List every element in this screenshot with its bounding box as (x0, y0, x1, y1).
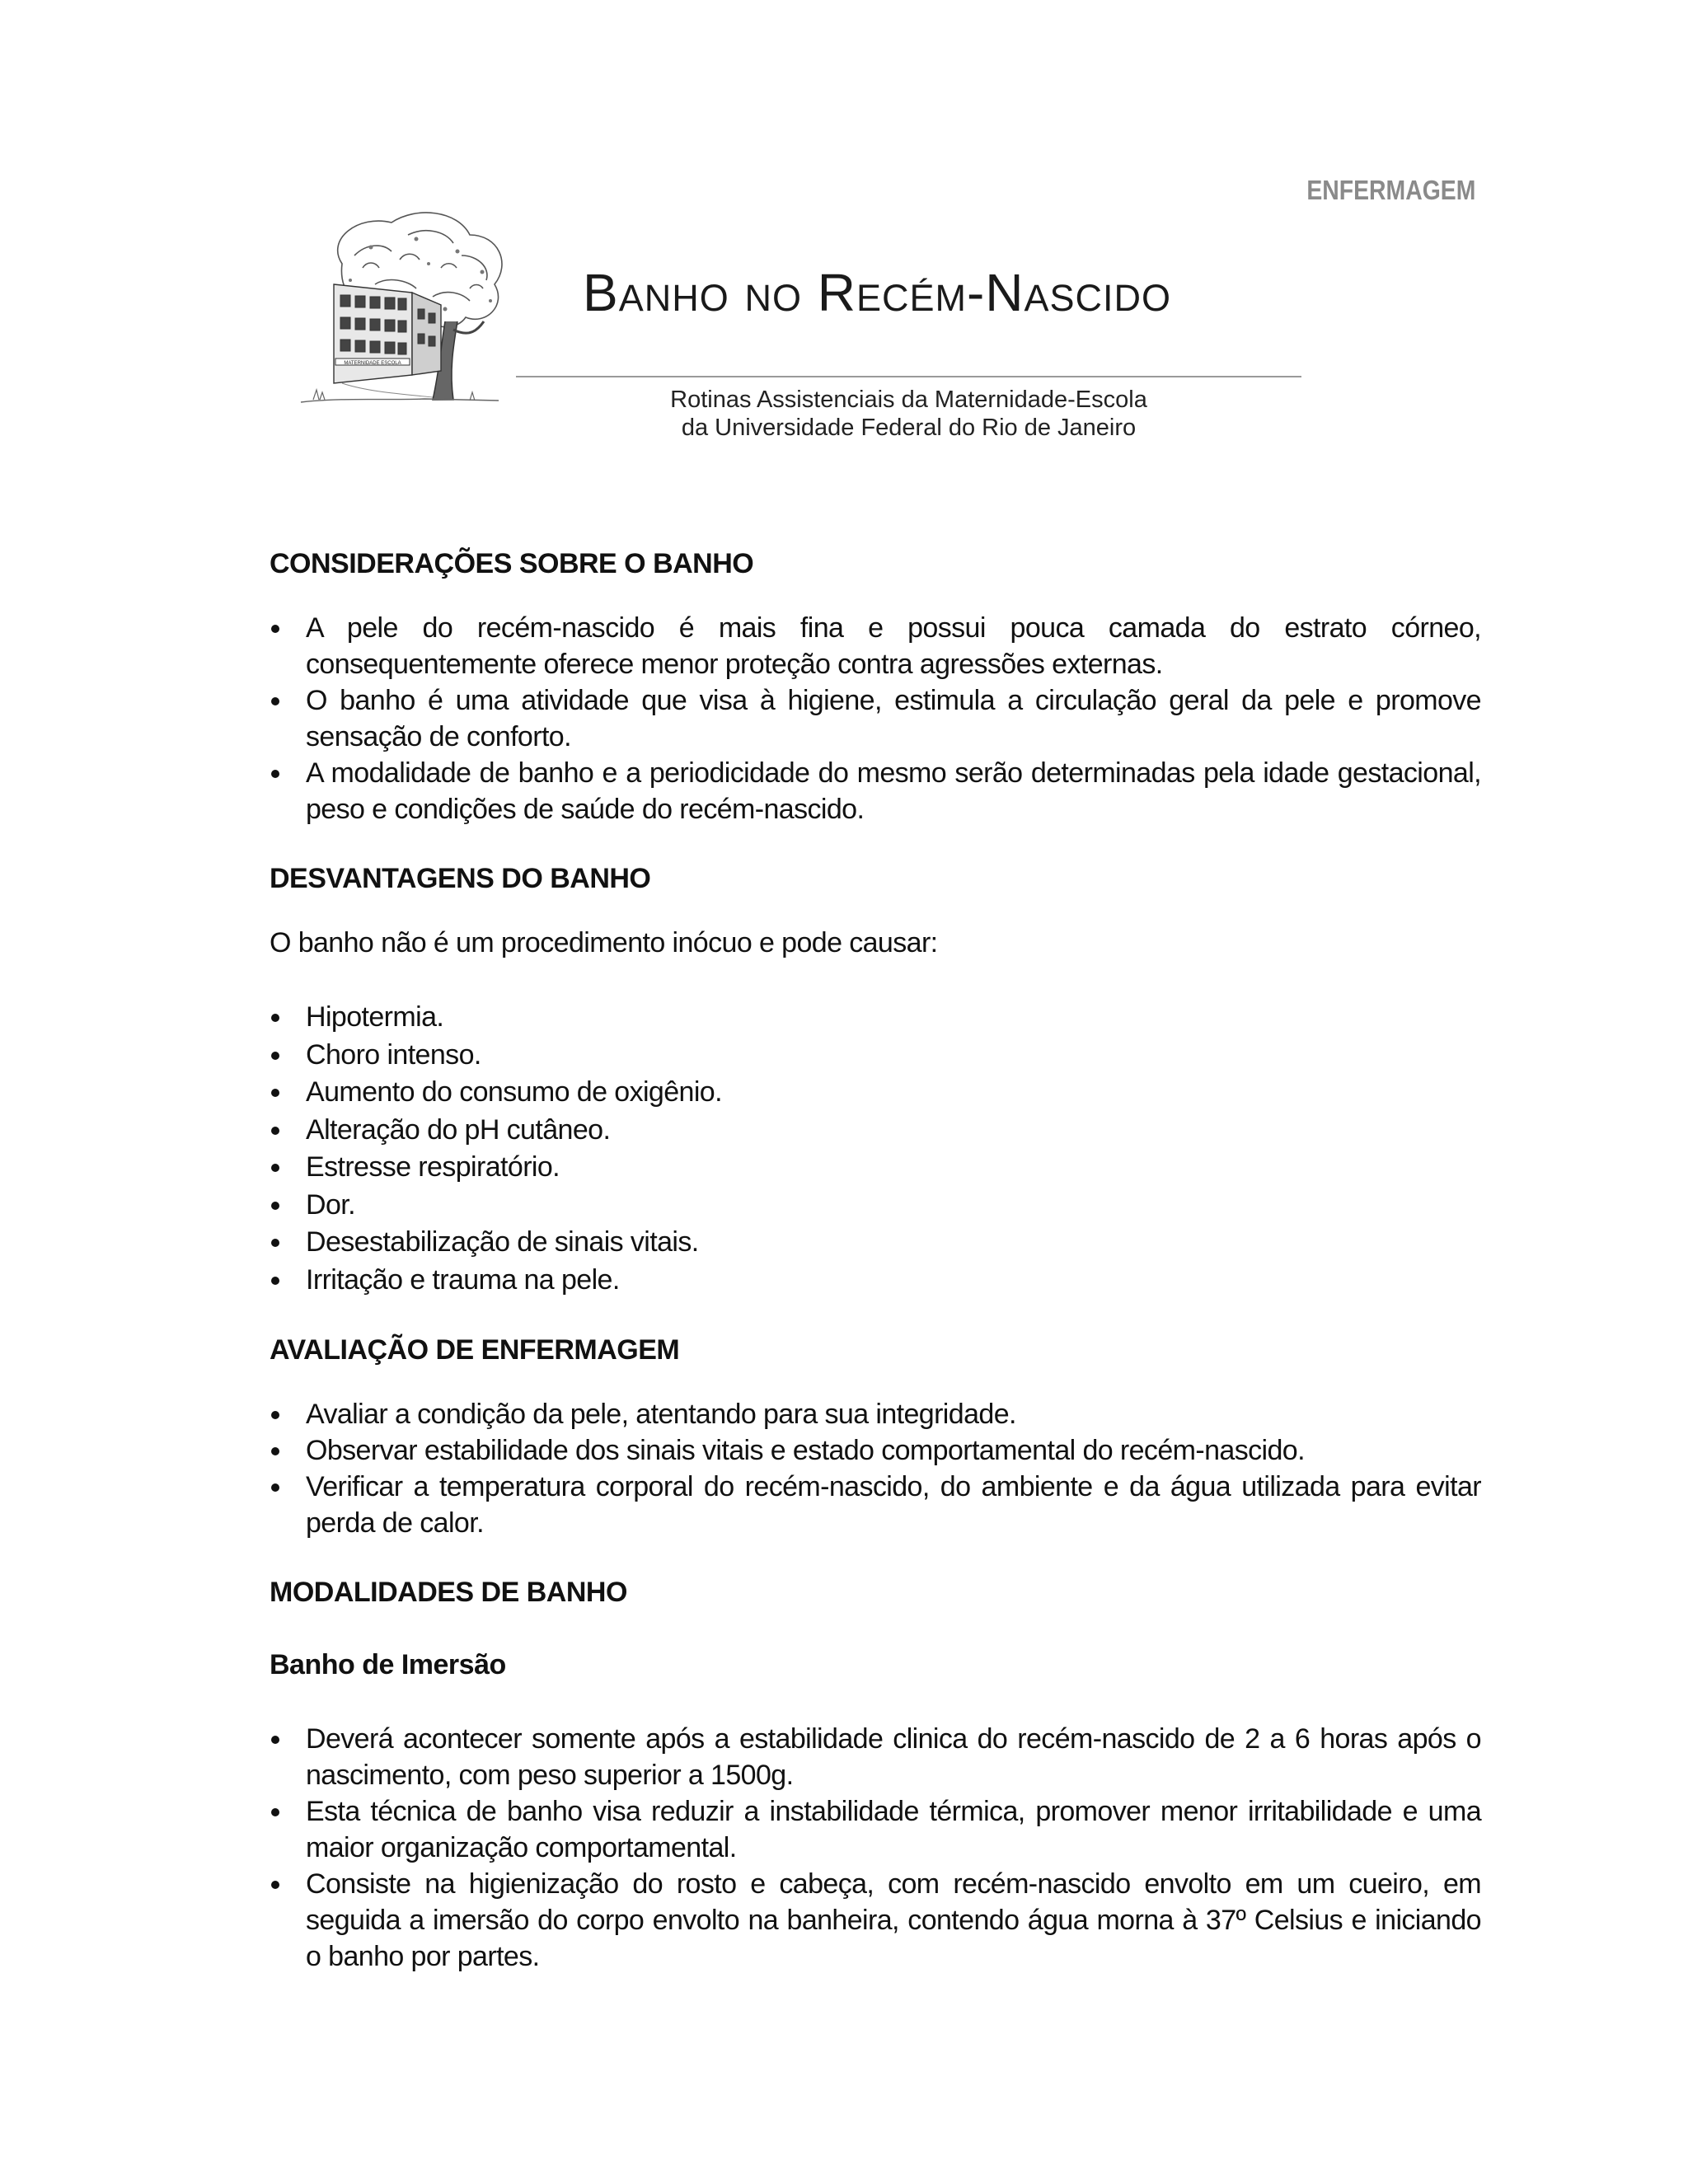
list-item: Esta técnica de banho visa reduzir a instabilidade térmica, promover menor irritabilidade e uma maior organização comportamental. (270, 1793, 1481, 1866)
subtitle-line-2: da Universidade Federal do Rio de Janeiro (681, 415, 1137, 441)
desvantagens-intro: O banho não é um procedimento inócuo e pode causar: (270, 927, 938, 958)
logo-caption: MATERNIDADE ESCOLA (344, 361, 401, 366)
list-item: Estresse respiratório. (270, 1149, 1481, 1187)
title-divider (516, 376, 1301, 377)
section-heading-modalidades: MODALIDADES DE BANHO (270, 1577, 627, 1608)
modalidades-list (270, 1721, 1481, 1975)
list-item: Aumento do consumo de oxigênio. (270, 1074, 1481, 1112)
document-title: Banho no Recém-Nascido (583, 263, 1172, 322)
list-item: Verificar a temperatura corporal do recém-nascido, do ambiente e da água utilizada para evitar perda de calor. (270, 1469, 1481, 1541)
document-body (270, 546, 1481, 1975)
list-item: Deverá acontecer somente após a estabilidade clinica do recém-nascido de 2 a 6 horas após o nascimento, com peso superior a 1500g. (270, 1721, 1481, 1793)
list-item: A modalidade de banho e a periodicidade do mesmo serão determinadas pela idade gestacional, peso e condições de saúde do recém-nascido. (270, 755, 1481, 827)
list-item: Hipotermia. (270, 999, 1481, 1037)
institution-subtitle (516, 386, 1301, 442)
list-item: Consiste na higienização do rosto e cabeça, com recém-nascido envolto em um cueiro, em seguida a imersão do corpo envolto na banheira, contendo água morna à 37º Celsius e iniciando o banho por partes. (270, 1866, 1481, 1975)
list-item: Dor. (270, 1187, 1481, 1225)
list-item: Desestabilização de sinais vitais. (270, 1224, 1481, 1262)
consideracoes-list (270, 610, 1481, 827)
list-item: Avaliar a condição da pele, atentando para sua integridade. (270, 1396, 1481, 1432)
section-heading-consideracoes: CONSIDERAÇÕES SOBRE O BANHO (270, 548, 754, 579)
list-item: Alteração do pH cutâneo. (270, 1112, 1481, 1150)
list-item: Observar estabilidade dos sinais vitais e estado comportamental do recém-nascido. (270, 1432, 1481, 1469)
subtitle-line-1: Rotinas Assistenciais da Maternidade-Escola (670, 387, 1147, 413)
subheading-banho-imersao: Banho de Imersão (270, 1649, 506, 1680)
section-heading-avaliacao: AVALIAÇÃO DE ENFERMAGEM (270, 1334, 680, 1366)
department-label: ENFERMAGEM (1306, 175, 1475, 205)
list-item: Irritação e trauma na pele. (270, 1262, 1481, 1300)
list-item: A pele do recém-nascido é mais fina e possui pouca camada do estrato córneo, consequentemente oferece menor proteção contra agressões externas. (270, 610, 1481, 682)
avaliacao-list (270, 1396, 1481, 1541)
maternity-school-logo (293, 206, 519, 412)
section-heading-desvantagens: DESVANTAGENS DO BANHO (270, 863, 651, 894)
list-item: O banho é uma atividade que visa à higiene, estimula a circulação geral da pele e promove sensação de conforto. (270, 682, 1481, 755)
desvantagens-list (270, 999, 1481, 1299)
list-item: Choro intenso. (270, 1037, 1481, 1075)
